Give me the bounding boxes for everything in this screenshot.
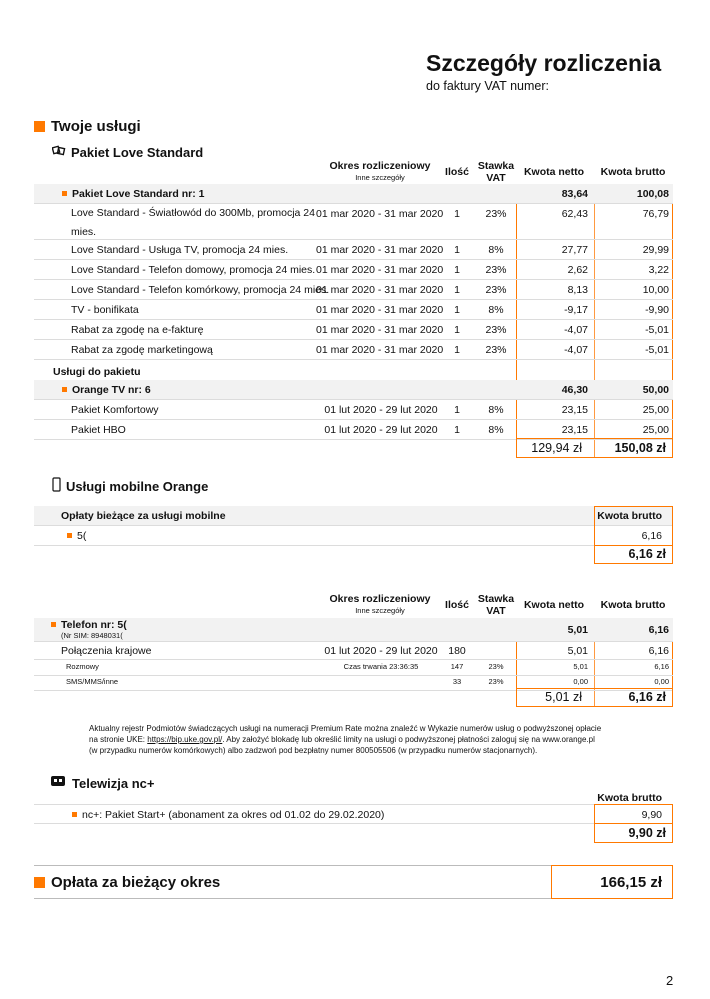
summary-total: 166,15 zł [600,874,662,891]
services-total-gross: 150,08 zł [614,441,666,455]
phone-gross: 6,16 [648,624,669,636]
row-name: Love Standard - Światłowód do 300Mb, promocja 24 mies. [71,207,315,238]
row-net: -9,17 [564,304,588,316]
sub-name: Rozmowy [66,662,99,671]
mobile-col-gross: Kwota brutto [597,510,662,522]
row-qty: 1 [454,404,460,416]
row-vat: 8% [488,404,504,416]
tv-col-gross: Kwota brutto [597,792,662,804]
table-row [34,320,673,340]
table-row [34,204,673,240]
row-vat: 23% [485,324,507,336]
tv-icon [50,774,66,787]
phone-label: Telefon nr: 5( [51,618,127,632]
col-net-2: Kwota netto [523,599,585,611]
row-net: 23,15 [561,424,588,436]
row-name: TV - bonifikata [71,304,139,316]
row-name: Love Standard - Telefon domowy, promocja 24 mies. [71,264,316,276]
table-row-group [34,380,673,400]
row-net: 27,77 [561,244,588,256]
row-vat: 23% [485,208,507,220]
mobile-fee-label: 5( [67,526,86,546]
page-subtitle: do faktury VAT numer: [426,79,549,93]
sim-label: (Nr SIM: 8948031( [61,631,123,640]
package-title: Pakiet Love Standard [71,145,204,160]
phone-net: 5,01 [567,624,588,636]
table-row [34,240,673,260]
row-net: 8,13 [567,284,588,296]
row-qty: 1 [454,424,460,436]
row-qty: 1 [454,304,460,316]
row-gross: -9,90 [645,304,669,316]
row-net: 23,15 [561,404,588,416]
addon-group-label: Orange TV nr: 6 [62,380,151,400]
addon-group-gross: 50,00 [642,384,669,396]
table-row [34,526,673,546]
mobile-title: Usługi mobilne Orange [66,479,209,494]
sub-vat: 23% [488,677,504,686]
row-period: 01 lut 2020 - 29 lut 2020 [324,424,438,436]
table-row [34,300,673,320]
row-gross: -5,01 [645,344,669,356]
row-net: -4,07 [564,324,588,336]
sub-other: Czas trwania 23:36:35 [343,662,419,671]
row-name: Pakiet HBO [71,424,126,436]
addon-group-net: 46,30 [561,384,588,396]
tv-title: Telewizja nc+ [72,776,155,791]
sub-gross: 6,16 [654,662,669,671]
row-period: 01 mar 2020 - 31 mar 2020 [316,304,444,316]
calls-row [34,642,673,660]
row-name: Love Standard - Telefon komórkowy, promocja 24 mies. [71,284,330,296]
row-vat: 8% [488,304,504,316]
calls-name: Połączenia krajowe [61,645,152,657]
package-group-net: 83,64 [561,188,588,200]
mobile-fee-total: 6,16 zł [628,547,666,561]
page-number: 2 [666,973,674,988]
row-gross: -5,01 [645,324,669,336]
row-vat: 23% [485,264,507,276]
row-period: 01 mar 2020 - 31 mar 2020 [316,244,444,256]
row-name: Pakiet Komfortowy [71,404,159,416]
tv-total: 9,90 zł [628,826,666,840]
row-vat: 8% [488,424,504,436]
row-qty: 1 [454,208,460,220]
mobile-phone-icon [52,477,61,492]
col-qty-2: Ilość [445,599,469,611]
addons-label: Usługi do pakietu [53,366,141,378]
row-gross: 29,99 [642,244,669,256]
row-vat: 8% [488,244,504,256]
row-gross: 10,00 [642,284,669,296]
calls-gross: 6,16 [648,645,669,657]
row-qty: 1 [454,264,460,276]
table-row [34,260,673,280]
row-name: Rabat za zgodę marketingową [71,344,213,356]
sub-vat: 23% [488,662,504,671]
col-qty: Ilość [445,166,469,178]
sub-net: 5,01 [573,662,588,671]
col-gross: Kwota brutto [600,166,666,178]
package-group-label: Pakiet Love Standard nr: 1 [62,184,204,204]
package-icon [52,145,66,157]
phone-total-gross: 6,16 zł [628,690,666,704]
summary-bullet-icon [34,877,45,888]
col-vat-2: Stawka VAT [477,593,515,617]
tv-row-gross: 9,90 [641,809,662,821]
row-period: 01 mar 2020 - 31 mar 2020 [316,344,444,356]
row-net: -4,07 [564,344,588,356]
phone-total-net: 5,01 zł [545,690,582,704]
services-title: Twoje usługi [51,118,141,135]
table-row-group [34,184,673,204]
row-gross: 25,00 [642,404,669,416]
row-name: Love Standard - Usługa TV, promocja 24 mies. [71,244,289,256]
table-row [34,400,673,420]
section-bullet-icon [34,121,45,132]
mobile-fee-gross: 6,16 [641,530,662,542]
col-period: Okres rozliczeniowy Inne szczegóły [329,160,431,182]
mobile-fees-label: Opłaty bieżące za usługi mobilne [61,510,226,522]
row-qty: 1 [454,344,460,356]
col-vat: Stawka VAT [477,160,515,184]
row-gross: 3,22 [648,264,669,276]
col-net: Kwota netto [523,166,585,178]
services-total-net: 129,94 zł [531,441,582,455]
sub-gross: 0,00 [654,677,669,686]
row-qty: 1 [454,324,460,336]
sub-qty: 33 [452,677,462,686]
uke-link[interactable]: https://bip.uke.gov.pl/ [147,735,223,744]
table-row-sub [34,660,673,676]
row-vat: 23% [485,344,507,356]
page-title: Szczegóły rozliczenia [426,50,662,76]
table-row [34,804,673,824]
row-net: 62,43 [561,208,588,220]
calls-period: 01 lut 2020 - 29 lut 2020 [324,645,438,657]
table-row [34,280,673,300]
row-gross: 76,79 [642,208,669,220]
calls-net: 5,01 [567,645,588,657]
row-net: 2,62 [567,264,588,276]
package-group-gross: 100,08 [636,188,669,200]
col-period-2: Okres rozliczeniowy Inne szczegóły [329,593,431,615]
calls-qty: 180 [448,645,466,657]
summary-label: Opłata za bieżący okres [51,874,221,891]
row-period: 01 lut 2020 - 29 lut 2020 [324,404,438,416]
mobile-fees-header [34,506,673,526]
sub-name: SMS/MMS/inne [66,677,119,686]
sub-net: 0,00 [573,677,588,686]
premium-rate-notice: Aktualny rejestr Podmiotów świadczących usługi na numeracji Premium Rate można znaleźć w Wykazie numerów usług o podwyższonej opłacie na stronie UKE: https://bip.uke.gov.pl/. Aby założyć blokadę lub określić limity na usługi o podwyższonej płatności zaloguj się na www.orange.pl (w przypadku numerów komórkowych) albo zadzwoń pod bezpłatny numer 800505506 (w przypadku numerów stacjonarnych). [89,724,602,755]
row-gross: 25,00 [642,424,669,436]
row-name: Rabat za zgodę na e-fakturę [71,324,204,336]
row-period: 01 mar 2020 - 31 mar 2020 [316,284,444,296]
phone-group-row [34,618,673,642]
row-period: 01 mar 2020 - 31 mar 2020 [316,208,444,220]
row-qty: 1 [454,284,460,296]
tv-row-label: nc+: Pakiet Start+ (abonament za okres od 01.02 do 29.02.2020) [72,805,384,825]
row-period: 01 mar 2020 - 31 mar 2020 [316,264,444,276]
sub-qty: 147 [450,662,464,671]
row-vat: 23% [485,284,507,296]
addons-header-row [34,360,673,380]
table-row [34,420,673,440]
col-gross-2: Kwota brutto [600,599,666,611]
table-row [34,340,673,360]
row-qty: 1 [454,244,460,256]
row-period: 01 mar 2020 - 31 mar 2020 [316,324,444,336]
